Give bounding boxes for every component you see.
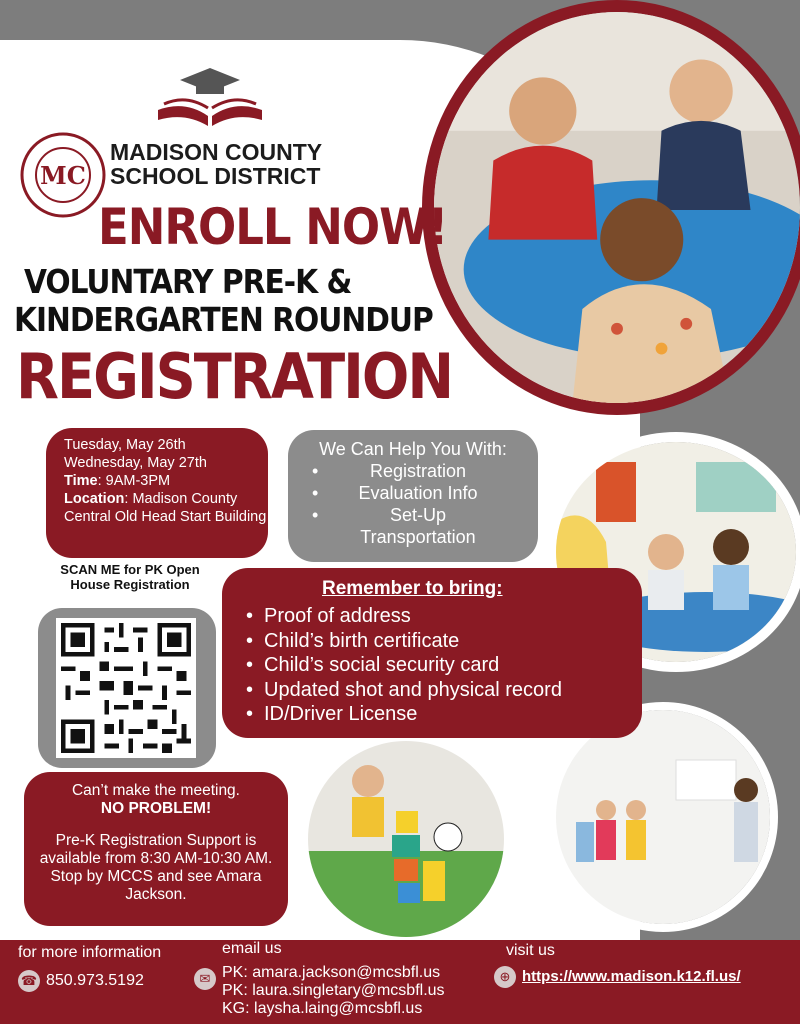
graduation-book-icon: [150, 64, 270, 130]
bring-item: • Child’s social security card: [246, 653, 642, 678]
help-list: [298, 460, 528, 548]
help-item: • Evaluation Info: [312, 483, 478, 503]
qr-caption: SCAN ME for PK Open House Registration: [60, 562, 200, 592]
meeting-no-problem: NO PROBLEM!: [100, 800, 212, 817]
footer-website-link[interactable]: https://www.madison.k12.fl.us/: [522, 968, 741, 985]
meeting-line1: Can’t make the meeting.: [71, 782, 240, 799]
district-name: [110, 140, 322, 188]
district-name-line2: SCHOOL DISTRICT: [110, 163, 321, 189]
bring-item: • Updated shot and physical record: [246, 678, 642, 703]
help-item: • Set-Up: [312, 505, 447, 525]
help-box: [288, 430, 538, 562]
headline-registration: REGISTRATION: [16, 340, 453, 413]
bring-item: • Proof of address: [246, 604, 642, 629]
headline-kindergarten-roundup: KINDERGARTEN ROUNDUP: [14, 300, 433, 339]
bring-list: [246, 604, 642, 727]
event-date-2: Wednesday, May 27th: [64, 455, 207, 471]
event-time: Time: 9AM-3PM: [64, 473, 171, 489]
event-details-box: [46, 428, 268, 558]
bring-item: • Child’s birth certificate: [246, 629, 642, 654]
headline-voluntary-prek: VOLUNTARY PRE-K &: [24, 262, 352, 301]
qr-code[interactable]: [56, 618, 196, 758]
meeting-box: [24, 772, 288, 926]
school-board-seal-icon: [20, 132, 106, 218]
bring-title: Remember to bring:: [322, 578, 503, 599]
footer-email-3[interactable]: KG: laysha.laing@mcsbfl.us: [222, 1000, 423, 1017]
footer: [0, 940, 800, 1024]
district-name-line1: MADISON COUNTY: [110, 139, 323, 165]
bring-item: • ID/Driver License: [246, 702, 642, 727]
headline-enroll-now: ENROLL NOW!: [98, 198, 448, 256]
help-title: We Can Help You With:: [319, 439, 507, 459]
event-location: Location: Madison County Central Old Head Start Building: [64, 491, 267, 525]
photo-children-playdough: [422, 0, 800, 415]
bring-box: [222, 568, 642, 738]
meeting-support: Pre-K Registration Support is available from 8:30 AM-10:30 AM. Stop by MCCS and see Amara Jackson.: [39, 832, 273, 903]
footer-phone[interactable]: 850.973.5192: [46, 972, 144, 989]
seal-letters: MC: [40, 161, 86, 190]
footer-email-1[interactable]: PK: amara.jackson@mcsbfl.us: [222, 964, 441, 981]
footer-email-2[interactable]: PK: laura.singletary@mcsbfl.us: [222, 982, 445, 999]
event-date-1: Tuesday, May 26th: [64, 437, 186, 453]
help-item: Transportation: [360, 527, 476, 547]
help-item: • Registration: [312, 461, 467, 481]
photo-toy-blocks: [302, 735, 510, 943]
footer-email-label: email us: [222, 940, 282, 957]
mail-icon: ✉: [194, 968, 216, 990]
globe-icon: ⊕: [494, 966, 516, 988]
phone-icon: ☎: [18, 970, 40, 992]
footer-info-label: for more information: [18, 944, 162, 961]
footer-visit-label: visit us: [506, 942, 555, 959]
